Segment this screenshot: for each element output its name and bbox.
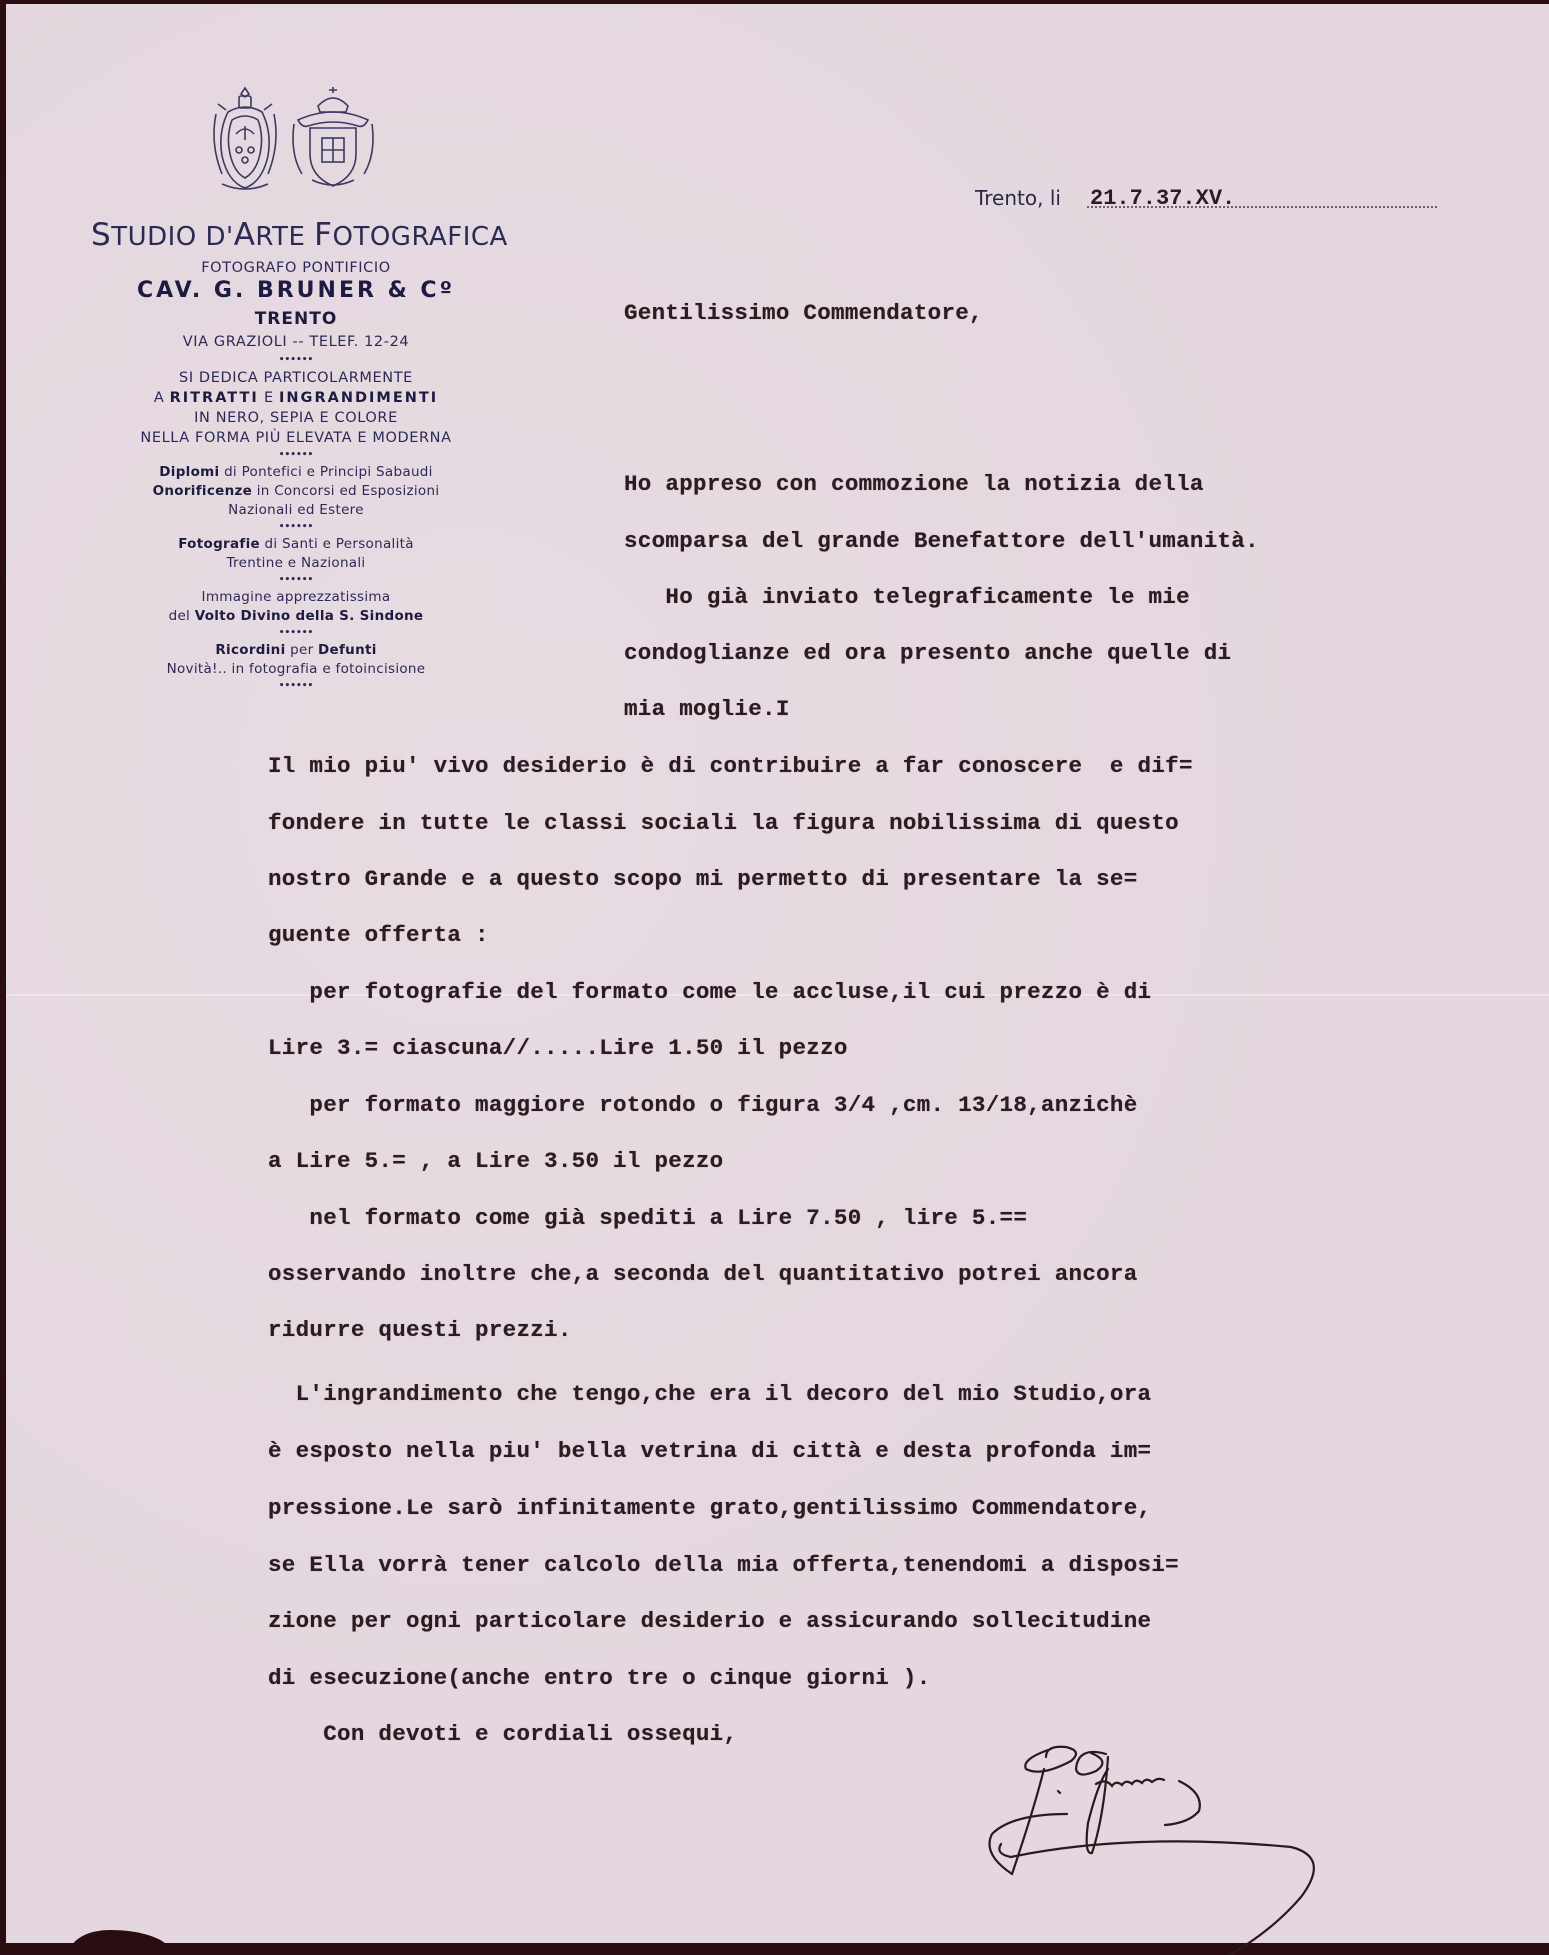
colors-line: IN NERO, SEPIA E COLORE	[194, 410, 398, 426]
body-line: Ho già inviato telegraficamente le mie	[624, 584, 1190, 610]
address: VIA GRAZIOLI -- TELEF. 12-24	[182, 334, 410, 350]
firm-name: CAV. G. BRUNER & Cº	[137, 278, 455, 303]
closing-line: Con devoti e cordiali ossequi,	[268, 1721, 738, 1747]
onorificenze-line	[96, 483, 496, 499]
body-line: è esposto nella piu' bella vetrina di città e desta profonda im=	[268, 1438, 1152, 1464]
body-line: ridurre questi prezzi.	[268, 1317, 572, 1343]
separator-dots: ••••••	[278, 681, 314, 691]
body-line: mia moglie.I	[624, 696, 790, 722]
city: TRENTO	[254, 309, 338, 329]
novita-line: Novità!.. in fotografia e fotoincisione	[166, 661, 426, 677]
onorificenze-line-2: Nazionali ed Estere	[228, 502, 364, 518]
volto-pre: del	[168, 608, 191, 624]
body-line: zione per ogni particolare desiderio e assicurando sollecitudine	[268, 1608, 1152, 1634]
body-line: scomparsa del grande Benefattore dell'umanità.	[624, 528, 1259, 554]
dedica-line: SI DEDICA PARTICOLARMENTE	[179, 370, 413, 386]
studio-title	[91, 217, 508, 253]
fotografie-bold: Fotografie	[178, 536, 260, 552]
offer-line: nel formato come già spediti a Lire 7.50 , lire 5.==	[268, 1205, 1028, 1231]
subtitle: FOTOGRAFO PONTIFICIO	[201, 260, 391, 276]
separator-dots: ••••••	[278, 575, 314, 585]
ingrandimenti-bold: INGRANDIMENTI	[279, 390, 439, 406]
body-line: Il mio piu' vivo desiderio è di contribuire a far conoscere e dif=	[268, 753, 1193, 779]
offer-line: per fotografie del formato come le accluse,il cui prezzo è di	[268, 979, 1152, 1005]
separator-dots: ••••••	[278, 628, 314, 638]
body-line: pressione.Le sarò infinitamente grato,gentilissimo Commendatore,	[268, 1495, 1152, 1521]
signature-icon	[956, 1709, 1356, 1955]
diplomi-rest: di Pontefici e Principi Sabaudi	[224, 464, 433, 480]
fotografie-line	[96, 536, 496, 552]
body-line: condoglianze ed ora presento anche quelle di	[624, 640, 1232, 666]
date-line	[975, 184, 1437, 214]
ritratti-bold: RITRATTI	[169, 390, 259, 406]
separator-dots: ••••••	[278, 450, 314, 460]
onorificenze-bold: Onorificenze	[152, 483, 253, 499]
body-line: di esecuzione(anche entro tre o cinque giorni ).	[268, 1665, 931, 1691]
title-initial-f: F	[314, 217, 333, 253]
onorificenze-rest: in Concorsi ed Esposizioni	[256, 483, 440, 499]
ricordini-mid: per	[290, 642, 314, 658]
ricordini-bold: Ricordini	[215, 642, 286, 658]
ritratti-e: E	[264, 390, 274, 406]
savoy-crest-icon	[288, 84, 378, 194]
forma-line: NELLA FORMA PIÙ ELEVATA E MODERNA	[140, 430, 452, 446]
offer-line: per formato maggiore rotondo o figura 3/4 ,cm. 13/18,anzichè	[268, 1092, 1138, 1118]
offer-line: a Lire 5.= , a Lire 3.50 il pezzo	[268, 1148, 724, 1174]
defunti-bold: Defunti	[318, 642, 377, 658]
salutation: Gentilissimo Commendatore,	[624, 300, 983, 326]
ritratti-line	[96, 390, 496, 406]
body-line: fondere in tutte le classi sociali la figura nobilissima di questo	[268, 810, 1179, 836]
ritratti-a: A	[153, 390, 165, 406]
volto-bold: Volto Divino della S. Sindone	[194, 608, 424, 624]
diplomi-line	[96, 464, 496, 480]
title-initial-a: A	[233, 217, 256, 253]
body-line: L'ingrandimento che tengo,che era il decoro del mio Studio,ora	[268, 1381, 1152, 1407]
fotografie-line-2: Trentine e Nazionali	[226, 555, 366, 571]
separator-dots: ••••••	[278, 522, 314, 532]
title-initial-s: S	[91, 217, 112, 253]
title-part-3: OTOGRAFICA	[332, 222, 508, 252]
fotografie-rest: di Santi e Personalità	[264, 536, 414, 552]
body-line: se Ella vorrà tener calcolo della mia offerta,tenendomi a disposi=	[268, 1552, 1179, 1578]
papal-crest-icon	[208, 84, 282, 194]
immagine-line: Immagine apprezzatissima	[201, 589, 391, 605]
body-line: Ho appreso con commozione la notizia della	[624, 471, 1204, 497]
ricordini-line	[96, 642, 496, 658]
body-line: osservando inoltre che,a seconda del quantitativo potrei ancora	[268, 1261, 1138, 1287]
body-line: nostro Grande e a questo scopo mi permetto di presentare la se=	[268, 866, 1138, 892]
offer-line: Lire 3.= ciascuna//.....Lire 1.50 il pezzo	[268, 1035, 848, 1061]
date-label: Trento, li	[975, 186, 1061, 210]
diplomi-bold: Diplomi	[159, 464, 220, 480]
volto-line	[96, 608, 496, 624]
crests	[96, 74, 496, 194]
title-part-1: TUDIO D'	[111, 222, 234, 252]
title-part-2: RTE	[255, 222, 315, 252]
body-line: guente offerta :	[268, 922, 489, 948]
separator-dots: ••••••	[278, 355, 314, 365]
letter-paper	[6, 4, 1549, 1943]
date-value: 21.7.37.XV.	[1090, 186, 1236, 211]
letterhead	[91, 74, 508, 691]
